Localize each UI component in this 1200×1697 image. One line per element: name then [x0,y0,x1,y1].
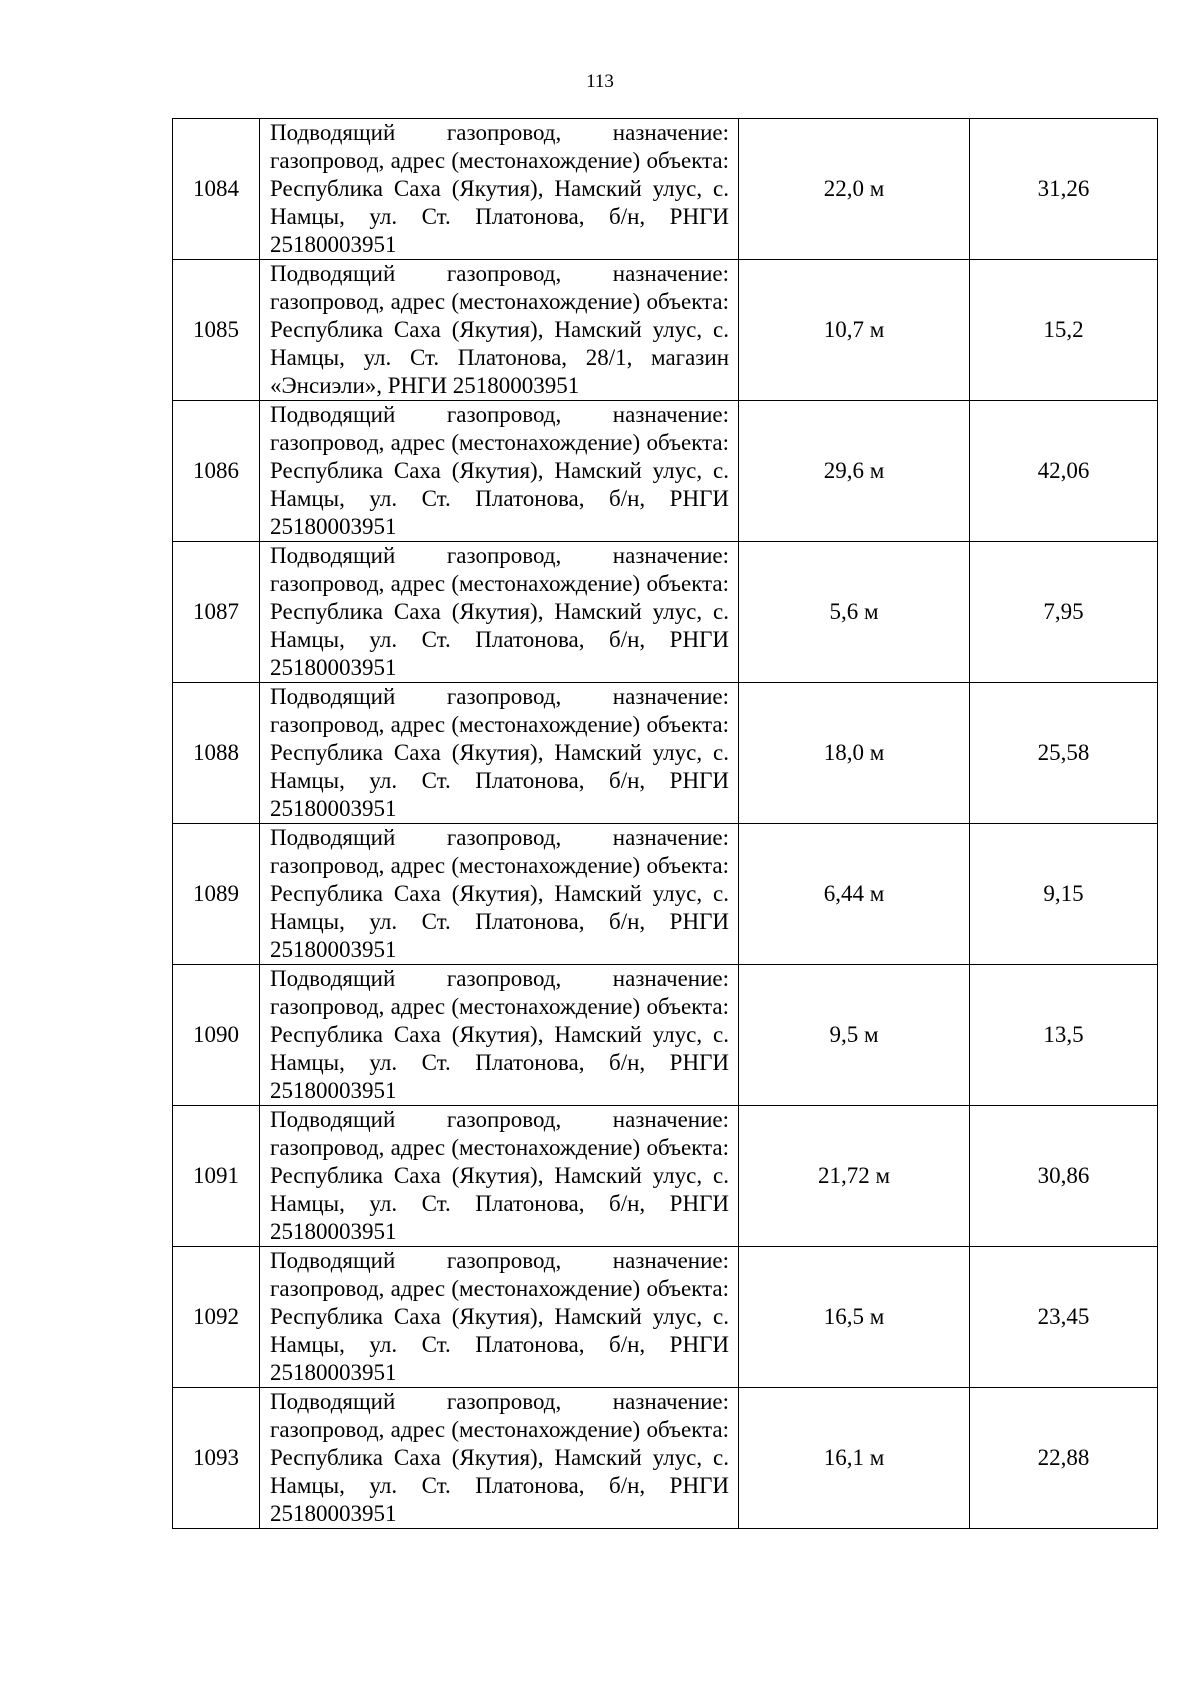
object-description: Подводящий газопровод, назначение: газопровод, адрес (местонахождение) объекта: Республика Саха (Якутия), Намский улус, с. Намцы, ул. Ст. Платонова, б/н, РНГИ 25180003951 [260,824,739,965]
row-number: 1087 [173,542,260,683]
object-length: 21,72 м [739,1106,970,1247]
row-number: 1089 [173,824,260,965]
object-value: 23,45 [970,1247,1158,1388]
object-value: 22,88 [970,1388,1158,1529]
object-length: 10,7 м [739,260,970,401]
object-value: 13,5 [970,965,1158,1106]
object-description: Подводящий газопровод, назначение: газопровод, адрес (местонахождение) объекта: Республика Саха (Якутия), Намский улус, с. Намцы, ул. Ст. Платонова, б/н, РНГИ 25180003951 [260,1388,739,1529]
table-row [173,824,1158,965]
object-description: Подводящий газопровод, назначение: газопровод, адрес (местонахождение) объекта: Республика Саха (Якутия), Намский улус, с. Намцы, ул. Ст. Платонова, 28/1, магазин «Энсиэли», РНГИ 25180003951 [260,260,739,401]
row-number: 1085 [173,260,260,401]
object-value: 7,95 [970,542,1158,683]
row-number: 1086 [173,401,260,542]
object-length: 6,44 м [739,824,970,965]
object-length: 16,5 м [739,1247,970,1388]
table-row [173,1247,1158,1388]
object-value: 15,2 [970,260,1158,401]
table-row [173,683,1158,824]
object-value: 30,86 [970,1106,1158,1247]
table-row [173,260,1158,401]
object-length: 9,5 м [739,965,970,1106]
object-description: Подводящий газопровод, назначение: газопровод, адрес (местонахождение) объекта: Республика Саха (Якутия), Намский улус, с. Намцы, ул. Ст. Платонова, б/н, РНГИ 25180003951 [260,1106,739,1247]
table-row [173,965,1158,1106]
object-value: 31,26 [970,119,1158,260]
object-length: 22,0 м [739,119,970,260]
row-number: 1091 [173,1106,260,1247]
registry-table [172,118,1158,1529]
object-length: 29,6 м [739,401,970,542]
table-row [173,1388,1158,1529]
object-description: Подводящий газопровод, назначение: газопровод, адрес (местонахождение) объекта: Республика Саха (Якутия), Намский улус, с. Намцы, ул. Ст. Платонова, б/н, РНГИ 25180003951 [260,542,739,683]
object-description: Подводящий газопровод, назначение: газопровод, адрес (местонахождение) объекта: Республика Саха (Якутия), Намский улус, с. Намцы, ул. Ст. Платонова, б/н, РНГИ 25180003951 [260,119,739,260]
object-description: Подводящий газопровод, назначение: газопровод, адрес (местонахождение) объекта: Республика Саха (Якутия), Намский улус, с. Намцы, ул. Ст. Платонова, б/н, РНГИ 25180003951 [260,1247,739,1388]
object-value: 9,15 [970,824,1158,965]
row-number: 1093 [173,1388,260,1529]
row-number: 1088 [173,683,260,824]
object-description: Подводящий газопровод, назначение: газопровод, адрес (местонахождение) объекта: Республика Саха (Якутия), Намский улус, с. Намцы, ул. Ст. Платонова, б/н, РНГИ 25180003951 [260,401,739,542]
row-number: 1090 [173,965,260,1106]
object-value: 42,06 [970,401,1158,542]
object-description: Подводящий газопровод, назначение: газопровод, адрес (местонахождение) объекта: Республика Саха (Якутия), Намский улус, с. Намцы, ул. Ст. Платонова, б/н, РНГИ 25180003951 [260,965,739,1106]
object-length: 18,0 м [739,683,970,824]
row-number: 1092 [173,1247,260,1388]
table-row [173,119,1158,260]
object-description: Подводящий газопровод, назначение: газопровод, адрес (местонахождение) объекта: Республика Саха (Якутия), Намский улус, с. Намцы, ул. Ст. Платонова, б/н, РНГИ 25180003951 [260,683,739,824]
page-number: 113 [586,71,614,92]
object-length: 5,6 м [739,542,970,683]
object-value: 25,58 [970,683,1158,824]
table-row [173,1106,1158,1247]
row-number: 1084 [173,119,260,260]
object-length: 16,1 м [739,1388,970,1529]
table-row [173,542,1158,683]
table-row [173,401,1158,542]
